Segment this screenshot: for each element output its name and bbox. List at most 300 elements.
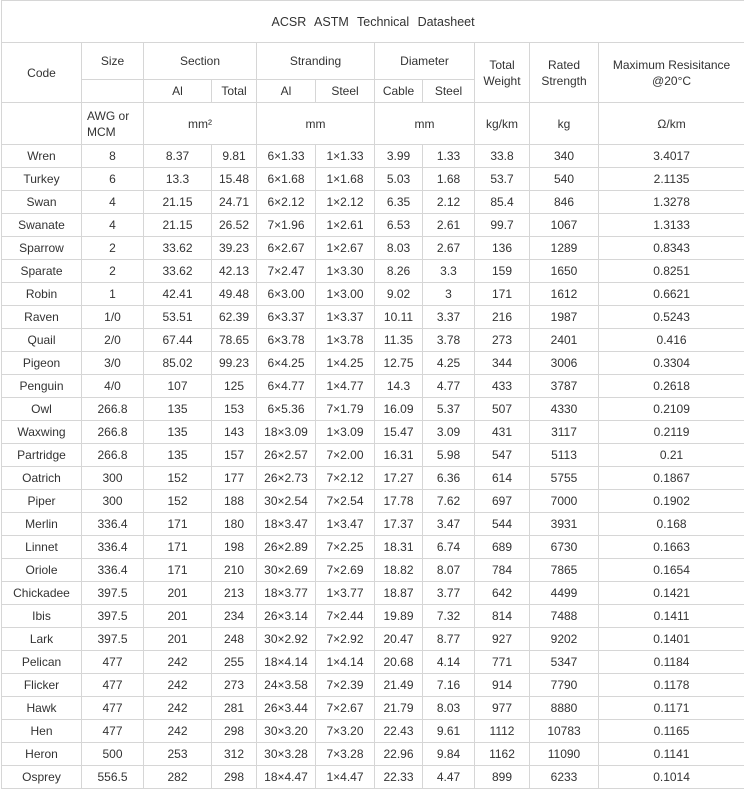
cell-stranding-al: 6×4.25 — [257, 352, 316, 375]
cell-section-total: 198 — [212, 536, 257, 559]
cell-code: Heron — [2, 743, 82, 766]
cell-diameter-cable: 18.87 — [375, 582, 423, 605]
cell-section-total: 49.48 — [212, 283, 257, 306]
cell-section-al: 135 — [144, 398, 212, 421]
cell-stranding-al: 30×2.54 — [257, 490, 316, 513]
cell-diameter-steel: 2.67 — [423, 237, 475, 260]
cell-size: 2 — [82, 237, 144, 260]
cell-max-resistance: 0.1178 — [599, 674, 744, 697]
cell-stranding-steel: 1×4.47 — [316, 766, 375, 789]
cell-diameter-steel: 4.25 — [423, 352, 475, 375]
cell-rated-strength: 4499 — [530, 582, 599, 605]
cell-total-weight: 784 — [475, 559, 530, 582]
cell-code: Waxwing — [2, 421, 82, 444]
table-row — [2, 766, 744, 789]
cell-stranding-steel: 1×4.14 — [316, 651, 375, 674]
table-row — [2, 145, 744, 168]
cell-diameter-cable: 8.26 — [375, 260, 423, 283]
cell-stranding-steel: 1×3.09 — [316, 421, 375, 444]
header-section: Section — [144, 43, 257, 80]
cell-stranding-al: 24×3.58 — [257, 674, 316, 697]
cell-stranding-steel: 1×3.77 — [316, 582, 375, 605]
cell-max-resistance: 0.1014 — [599, 766, 744, 789]
unit-stranding: mm — [257, 103, 375, 145]
cell-total-weight: 1112 — [475, 720, 530, 743]
cell-stranding-steel: 7×2.67 — [316, 697, 375, 720]
cell-stranding-steel: 1×4.77 — [316, 375, 375, 398]
cell-code: Oriole — [2, 559, 82, 582]
cell-rated-strength: 1289 — [530, 237, 599, 260]
cell-size: 477 — [82, 651, 144, 674]
cell-section-total: 78.65 — [212, 329, 257, 352]
table-row — [2, 352, 744, 375]
cell-total-weight: 547 — [475, 444, 530, 467]
cell-code: Flicker — [2, 674, 82, 697]
cell-section-total: 24.71 — [212, 191, 257, 214]
table-row — [2, 237, 744, 260]
cell-stranding-steel: 7×2.39 — [316, 674, 375, 697]
cell-stranding-steel: 7×2.12 — [316, 467, 375, 490]
cell-total-weight: 273 — [475, 329, 530, 352]
cell-size: 336.4 — [82, 513, 144, 536]
header-diameter-cable: Cable — [375, 80, 423, 103]
cell-stranding-steel: 1×4.25 — [316, 352, 375, 375]
header-section-total: Total — [212, 80, 257, 103]
cell-code: Lark — [2, 628, 82, 651]
cell-size: 500 — [82, 743, 144, 766]
cell-max-resistance: 0.416 — [599, 329, 744, 352]
table-row — [2, 168, 744, 191]
cell-total-weight: 33.8 — [475, 145, 530, 168]
header-code: Code — [2, 43, 82, 103]
cell-diameter-steel: 8.07 — [423, 559, 475, 582]
cell-stranding-steel: 7×2.54 — [316, 490, 375, 513]
header-diameter: Diameter — [375, 43, 475, 80]
table-row — [2, 628, 744, 651]
cell-diameter-steel: 6.36 — [423, 467, 475, 490]
header-stranding: Stranding — [257, 43, 375, 80]
cell-section-al: 33.62 — [144, 237, 212, 260]
cell-code: Raven — [2, 306, 82, 329]
cell-stranding-al: 6×3.00 — [257, 283, 316, 306]
header-diameter-steel: Steel — [423, 80, 475, 103]
cell-stranding-al: 30×2.92 — [257, 628, 316, 651]
cell-size: 556.5 — [82, 766, 144, 789]
unit-size: AWG or MCM — [82, 103, 144, 145]
cell-stranding-steel: 1×2.67 — [316, 237, 375, 260]
cell-diameter-cable: 22.33 — [375, 766, 423, 789]
cell-total-weight: 159 — [475, 260, 530, 283]
table-row — [2, 651, 744, 674]
table-row — [2, 674, 744, 697]
cell-diameter-steel: 3.3 — [423, 260, 475, 283]
cell-code: Swanate — [2, 214, 82, 237]
cell-section-total: 255 — [212, 651, 257, 674]
header-stranding-al: Al — [257, 80, 316, 103]
cell-max-resistance: 0.1401 — [599, 628, 744, 651]
cell-section-al: 242 — [144, 720, 212, 743]
cell-max-resistance: 0.1902 — [599, 490, 744, 513]
cell-stranding-al: 6×1.68 — [257, 168, 316, 191]
cell-total-weight: 689 — [475, 536, 530, 559]
cell-section-total: 188 — [212, 490, 257, 513]
table-row — [2, 444, 744, 467]
cell-stranding-steel: 1×1.33 — [316, 145, 375, 168]
cell-size: 397.5 — [82, 628, 144, 651]
cell-diameter-steel: 3.37 — [423, 306, 475, 329]
cell-max-resistance: 0.21 — [599, 444, 744, 467]
cell-diameter-cable: 12.75 — [375, 352, 423, 375]
cell-stranding-al: 6×1.33 — [257, 145, 316, 168]
cell-stranding-al: 6×3.78 — [257, 329, 316, 352]
cell-section-total: 177 — [212, 467, 257, 490]
table-row — [2, 743, 744, 766]
cell-stranding-al: 30×2.69 — [257, 559, 316, 582]
cell-section-al: 21.15 — [144, 191, 212, 214]
cell-code: Chickadee — [2, 582, 82, 605]
table-row — [2, 513, 744, 536]
cell-size: 2 — [82, 260, 144, 283]
cell-total-weight: 1162 — [475, 743, 530, 766]
cell-stranding-al: 18×3.77 — [257, 582, 316, 605]
cell-stranding-al: 6×5.36 — [257, 398, 316, 421]
cell-total-weight: 344 — [475, 352, 530, 375]
cell-section-total: 39.23 — [212, 237, 257, 260]
cell-max-resistance: 0.1867 — [599, 467, 744, 490]
cell-code: Piper — [2, 490, 82, 513]
cell-max-resistance: 0.168 — [599, 513, 744, 536]
cell-section-al: 171 — [144, 559, 212, 582]
cell-diameter-cable: 10.11 — [375, 306, 423, 329]
cell-diameter-steel: 1.68 — [423, 168, 475, 191]
cell-stranding-steel: 1×3.47 — [316, 513, 375, 536]
cell-max-resistance: 0.2618 — [599, 375, 744, 398]
cell-section-al: 13.3 — [144, 168, 212, 191]
header-code-spacer — [2, 103, 82, 145]
cell-diameter-steel: 3.77 — [423, 582, 475, 605]
cell-diameter-cable: 17.78 — [375, 490, 423, 513]
cell-stranding-al: 18×3.09 — [257, 421, 316, 444]
cell-section-total: 273 — [212, 674, 257, 697]
cell-section-al: 8.37 — [144, 145, 212, 168]
cell-stranding-al: 26×2.73 — [257, 467, 316, 490]
cell-section-total: 153 — [212, 398, 257, 421]
cell-diameter-steel: 5.37 — [423, 398, 475, 421]
cell-section-al: 201 — [144, 582, 212, 605]
cell-section-al: 107 — [144, 375, 212, 398]
header-rated-strength: Rated Strength — [530, 43, 599, 103]
cell-rated-strength: 2401 — [530, 329, 599, 352]
cell-rated-strength: 3117 — [530, 421, 599, 444]
cell-section-al: 135 — [144, 421, 212, 444]
cell-diameter-cable: 3.99 — [375, 145, 423, 168]
cell-rated-strength: 1612 — [530, 283, 599, 306]
cell-stranding-steel: 7×3.20 — [316, 720, 375, 743]
cell-code: Hen — [2, 720, 82, 743]
cell-section-al: 152 — [144, 467, 212, 490]
cell-size: 3/0 — [82, 352, 144, 375]
cell-code: Pelican — [2, 651, 82, 674]
cell-size: 336.4 — [82, 536, 144, 559]
cell-section-total: 62.39 — [212, 306, 257, 329]
cell-total-weight: 507 — [475, 398, 530, 421]
cell-code: Quail — [2, 329, 82, 352]
cell-rated-strength: 10783 — [530, 720, 599, 743]
cell-max-resistance: 0.8343 — [599, 237, 744, 260]
cell-diameter-steel: 9.84 — [423, 743, 475, 766]
cell-size: 266.8 — [82, 421, 144, 444]
table-row — [2, 191, 744, 214]
cell-rated-strength: 3931 — [530, 513, 599, 536]
cell-size: 300 — [82, 467, 144, 490]
cell-total-weight: 814 — [475, 605, 530, 628]
cell-rated-strength: 6233 — [530, 766, 599, 789]
cell-size: 397.5 — [82, 582, 144, 605]
cell-section-al: 242 — [144, 651, 212, 674]
cell-diameter-steel: 7.16 — [423, 674, 475, 697]
cell-diameter-cable: 6.35 — [375, 191, 423, 214]
cell-size: 477 — [82, 720, 144, 743]
cell-max-resistance: 0.5243 — [599, 306, 744, 329]
table-row — [2, 260, 744, 283]
table-row — [2, 329, 744, 352]
cell-stranding-steel: 1×3.37 — [316, 306, 375, 329]
acsr-datasheet-table — [1, 0, 744, 789]
cell-total-weight: 99.7 — [475, 214, 530, 237]
cell-rated-strength: 1987 — [530, 306, 599, 329]
cell-stranding-steel: 1×1.68 — [316, 168, 375, 191]
cell-section-total: 298 — [212, 720, 257, 743]
cell-section-total: 125 — [212, 375, 257, 398]
cell-stranding-al: 18×4.47 — [257, 766, 316, 789]
cell-total-weight: 544 — [475, 513, 530, 536]
cell-rated-strength: 8880 — [530, 697, 599, 720]
cell-diameter-cable: 15.47 — [375, 421, 423, 444]
cell-stranding-al: 7×1.96 — [257, 214, 316, 237]
cell-diameter-cable: 16.31 — [375, 444, 423, 467]
cell-max-resistance: 0.1421 — [599, 582, 744, 605]
cell-diameter-cable: 21.49 — [375, 674, 423, 697]
cell-diameter-steel: 7.32 — [423, 605, 475, 628]
cell-max-resistance: 0.1141 — [599, 743, 744, 766]
cell-total-weight: 85.4 — [475, 191, 530, 214]
cell-diameter-cable: 6.53 — [375, 214, 423, 237]
cell-section-al: 242 — [144, 674, 212, 697]
cell-size: 8 — [82, 145, 144, 168]
cell-section-al: 282 — [144, 766, 212, 789]
cell-stranding-steel: 1×2.61 — [316, 214, 375, 237]
cell-size: 266.8 — [82, 398, 144, 421]
table-row — [2, 559, 744, 582]
cell-diameter-steel: 6.74 — [423, 536, 475, 559]
cell-max-resistance: 0.2109 — [599, 398, 744, 421]
cell-rated-strength: 5113 — [530, 444, 599, 467]
cell-section-total: 213 — [212, 582, 257, 605]
cell-section-total: 248 — [212, 628, 257, 651]
cell-diameter-steel: 9.61 — [423, 720, 475, 743]
cell-total-weight: 136 — [475, 237, 530, 260]
cell-size: 477 — [82, 674, 144, 697]
cell-diameter-cable: 21.79 — [375, 697, 423, 720]
cell-diameter-cable: 9.02 — [375, 283, 423, 306]
cell-max-resistance: 1.3133 — [599, 214, 744, 237]
cell-diameter-cable: 17.27 — [375, 467, 423, 490]
cell-code: Sparate — [2, 260, 82, 283]
cell-diameter-steel: 3.78 — [423, 329, 475, 352]
cell-stranding-steel: 7×2.44 — [316, 605, 375, 628]
cell-stranding-steel: 7×2.92 — [316, 628, 375, 651]
cell-section-al: 152 — [144, 490, 212, 513]
table-title: ACSR ASTM Technical Datasheet — [2, 1, 744, 43]
cell-max-resistance: 0.6621 — [599, 283, 744, 306]
cell-section-total: 281 — [212, 697, 257, 720]
table-row — [2, 720, 744, 743]
cell-section-al: 85.02 — [144, 352, 212, 375]
table-row — [2, 375, 744, 398]
cell-section-al: 253 — [144, 743, 212, 766]
cell-total-weight: 642 — [475, 582, 530, 605]
cell-code: Ibis — [2, 605, 82, 628]
cell-code: Merlin — [2, 513, 82, 536]
cell-section-total: 180 — [212, 513, 257, 536]
cell-max-resistance: 1.3278 — [599, 191, 744, 214]
cell-diameter-cable: 17.37 — [375, 513, 423, 536]
cell-stranding-steel: 7×2.69 — [316, 559, 375, 582]
cell-section-total: 9.81 — [212, 145, 257, 168]
unit-weight: kg/km — [475, 103, 530, 145]
cell-size: 4 — [82, 191, 144, 214]
table-row — [2, 214, 744, 237]
header-size-spacer — [82, 80, 144, 103]
cell-rated-strength: 7488 — [530, 605, 599, 628]
cell-stranding-al: 18×4.14 — [257, 651, 316, 674]
cell-stranding-steel: 7×2.25 — [316, 536, 375, 559]
cell-diameter-cable: 11.35 — [375, 329, 423, 352]
cell-stranding-steel: 1×3.00 — [316, 283, 375, 306]
cell-section-al: 135 — [144, 444, 212, 467]
cell-diameter-steel: 4.14 — [423, 651, 475, 674]
cell-diameter-steel: 8.77 — [423, 628, 475, 651]
cell-code: Pigeon — [2, 352, 82, 375]
cell-size: 6 — [82, 168, 144, 191]
cell-section-al: 67.44 — [144, 329, 212, 352]
table-row — [2, 398, 744, 421]
cell-section-total: 15.48 — [212, 168, 257, 191]
cell-diameter-steel: 4.47 — [423, 766, 475, 789]
cell-size: 1 — [82, 283, 144, 306]
cell-code: Turkey — [2, 168, 82, 191]
cell-diameter-steel: 8.03 — [423, 697, 475, 720]
header-max-resistance: Maximum Resisitance @20°C — [599, 43, 744, 103]
cell-max-resistance: 0.1411 — [599, 605, 744, 628]
cell-diameter-cable: 8.03 — [375, 237, 423, 260]
cell-section-al: 242 — [144, 697, 212, 720]
cell-code: Sparrow — [2, 237, 82, 260]
cell-rated-strength: 9202 — [530, 628, 599, 651]
cell-diameter-steel: 5.98 — [423, 444, 475, 467]
cell-rated-strength: 1650 — [530, 260, 599, 283]
cell-max-resistance: 3.4017 — [599, 145, 744, 168]
cell-section-al: 201 — [144, 628, 212, 651]
cell-max-resistance: 0.1663 — [599, 536, 744, 559]
cell-diameter-steel: 4.77 — [423, 375, 475, 398]
cell-total-weight: 433 — [475, 375, 530, 398]
table-row — [2, 536, 744, 559]
cell-size: 397.5 — [82, 605, 144, 628]
cell-total-weight: 431 — [475, 421, 530, 444]
cell-section-total: 234 — [212, 605, 257, 628]
cell-rated-strength: 4330 — [530, 398, 599, 421]
cell-rated-strength: 5755 — [530, 467, 599, 490]
table-row — [2, 605, 744, 628]
cell-code: Osprey — [2, 766, 82, 789]
cell-stranding-al: 26×2.89 — [257, 536, 316, 559]
cell-stranding-steel: 7×1.79 — [316, 398, 375, 421]
cell-rated-strength: 846 — [530, 191, 599, 214]
unit-strength: kg — [530, 103, 599, 145]
cell-size: 336.4 — [82, 559, 144, 582]
cell-diameter-steel: 3.47 — [423, 513, 475, 536]
cell-stranding-al: 30×3.28 — [257, 743, 316, 766]
cell-diameter-steel: 1.33 — [423, 145, 475, 168]
cell-section-al: 42.41 — [144, 283, 212, 306]
cell-rated-strength: 1067 — [530, 214, 599, 237]
cell-total-weight: 914 — [475, 674, 530, 697]
cell-stranding-steel: 7×2.00 — [316, 444, 375, 467]
table-row — [2, 421, 744, 444]
table-row — [2, 490, 744, 513]
cell-total-weight: 899 — [475, 766, 530, 789]
header-stranding-steel: Steel — [316, 80, 375, 103]
cell-max-resistance: 0.1184 — [599, 651, 744, 674]
cell-total-weight: 927 — [475, 628, 530, 651]
cell-max-resistance: 0.1171 — [599, 697, 744, 720]
cell-section-al: 171 — [144, 513, 212, 536]
cell-max-resistance: 0.8251 — [599, 260, 744, 283]
cell-stranding-steel: 1×3.30 — [316, 260, 375, 283]
cell-diameter-cable: 14.3 — [375, 375, 423, 398]
unit-section: mm² — [144, 103, 257, 145]
header-size: Size — [82, 43, 144, 80]
cell-section-al: 53.51 — [144, 306, 212, 329]
cell-size: 266.8 — [82, 444, 144, 467]
cell-stranding-al: 6×4.77 — [257, 375, 316, 398]
cell-size: 300 — [82, 490, 144, 513]
table-body — [2, 145, 744, 789]
cell-stranding-steel: 1×3.78 — [316, 329, 375, 352]
cell-stranding-al: 26×3.44 — [257, 697, 316, 720]
cell-code: Hawk — [2, 697, 82, 720]
cell-code: Penguin — [2, 375, 82, 398]
cell-section-total: 312 — [212, 743, 257, 766]
cell-section-total: 99.23 — [212, 352, 257, 375]
cell-total-weight: 171 — [475, 283, 530, 306]
cell-diameter-steel: 2.12 — [423, 191, 475, 214]
cell-diameter-steel: 7.62 — [423, 490, 475, 513]
cell-section-al: 201 — [144, 605, 212, 628]
table-row — [2, 306, 744, 329]
cell-stranding-al: 6×2.67 — [257, 237, 316, 260]
cell-stranding-al: 30×3.20 — [257, 720, 316, 743]
cell-stranding-al: 6×2.12 — [257, 191, 316, 214]
cell-max-resistance: 0.1654 — [599, 559, 744, 582]
cell-stranding-al: 18×3.47 — [257, 513, 316, 536]
cell-total-weight: 977 — [475, 697, 530, 720]
cell-section-total: 157 — [212, 444, 257, 467]
cell-max-resistance: 0.1165 — [599, 720, 744, 743]
cell-diameter-cable: 22.96 — [375, 743, 423, 766]
cell-rated-strength: 3787 — [530, 375, 599, 398]
